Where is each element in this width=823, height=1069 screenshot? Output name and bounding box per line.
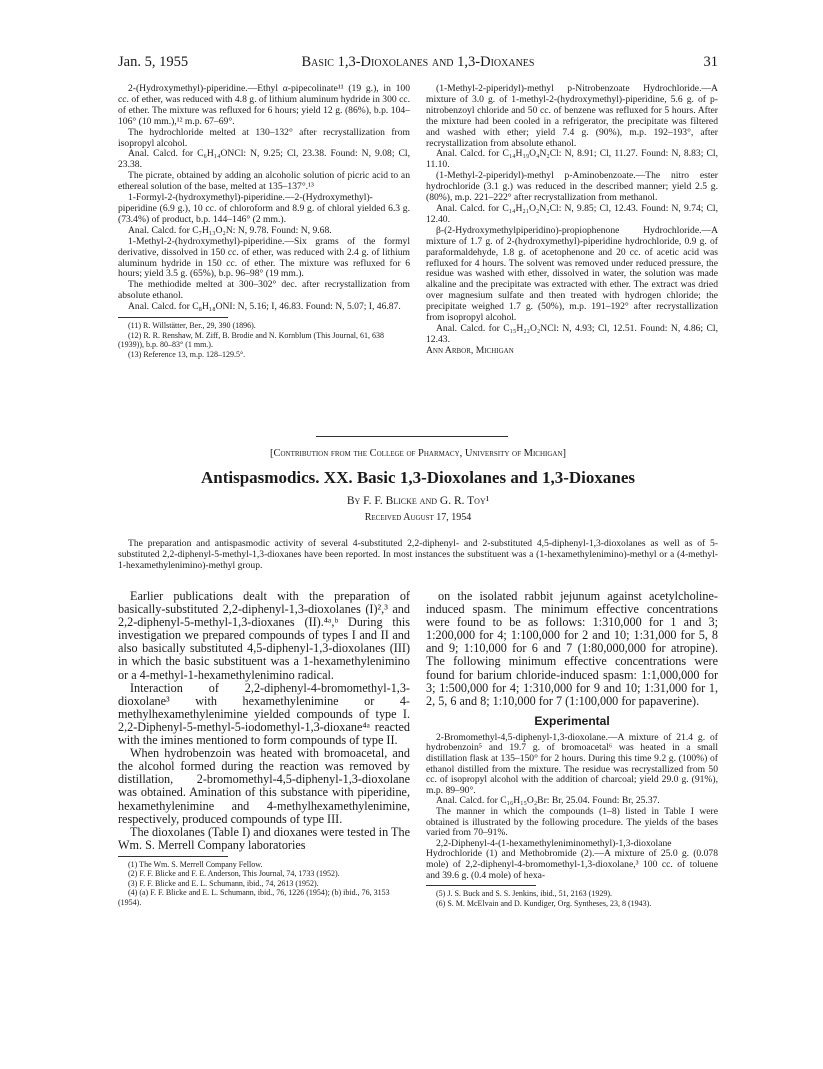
header-page-number: 31 <box>703 54 718 70</box>
paragraph: The manner in which the compounds (1–8) listed in Table I were obtained is illustrated by the following procedure. The yields of the bases varied from 70–91%. <box>426 806 718 839</box>
body-left-column <box>118 590 410 907</box>
header-date: Jan. 5, 1955 <box>118 54 189 70</box>
paragraph: (1-Methyl-2-piperidyl)-methyl p-Aminobenzoate.—The nitro ester hydrochloride (3.1 g.) was reduced in the described manner; yield 2.5 g. (80%), m.p. 221–222° after recrystallization from methanol. <box>426 170 718 204</box>
paragraph: The hydrochloride melted at 130–132° after recrystallization from isopropyl alcohol. <box>118 126 410 149</box>
footnote: (4) (a) F. F. Blicke and E. L. Schumann, ibid., 76, 1226 (1954); (b) ibid., 76, 3153 (1954). <box>118 888 390 907</box>
top-left-column <box>118 84 410 359</box>
received-date: Received August 17, 1954 <box>364 512 472 523</box>
footnote: (3) F. F. Blicke and E. L. Schumann, ibid., 74, 2613 (1952). <box>128 878 319 888</box>
paragraph: The picrate, obtained by adding an alcoholic solution of picric acid to an ethereal solution of the base, melted at 135–137°.¹³ <box>118 170 410 193</box>
paragraph: 1-Methyl-2-(hydroxymethyl)-piperidine.—Six grams of the formyl derivative, dissolved in 150 cc. of ether, was reduced with 2.4 g. of lithium aluminum hydride in 150 cc. of ether. The mixture was refluxed for 6 hours; yield 3.5 g. (65%), b.p. 96–98° (19 mm.). <box>118 235 410 280</box>
body-right-column <box>426 590 718 908</box>
paragraph: Anal. Calcd. for C₁₄H₁₉O₄N₂Cl: N, 8.91; Cl, 11.27. Found: N, 8.83; Cl, 11.10. <box>426 148 718 171</box>
page-header <box>118 54 718 74</box>
article-title: Antispasmodics. XX. Basic 1,3-Dioxolanes and 1,3-Dioxanes <box>200 468 635 487</box>
paragraph: β-(2-Hydroxymethylpiperidino)-propiophenone Hydrochloride.—A mixture of 1.7 g. of 2-(hydroxymethyl)-piperidine hydrochloride, 0.9 g. of paraformaldehyde, 1.8 g. of acetophenone and 20 cc. of acetic acid was refluxed for 4 hours. The solvent was removed under reduced pressure, the residue was washed with ether, dissolved in water, the solution was made alkaline and the precipitate was extracted with ether. The extract was dried over magnesium sulfate and then treated with hydrogen chloride; the precipitate weighed 1.7 g. (50%), m.p. 191–192° after recrystallization from isopropyl alcohol. <box>426 224 718 324</box>
abstract: The preparation and antispasmodic activity of several 4-substituted 2,2-diphenyl- and 2-substituted 4,5-diphenyl-1,3-dioxolanes as well as of 5-substituted 2,2-diphenyl-5-methyl-1,3-dioxanes have been reported. In most instances the substituent was a (1-hexamethylenimino)-methyl or a (4-methyl-1-hexamethylenimino)-methyl group. <box>118 538 718 571</box>
header-running-title: Basic 1,3-Dioxolanes and 1,3-Dioxanes <box>301 54 535 70</box>
paragraph: on the isolated rabbit jejunum against acetylcholine-induced spasm. The minimum effective concentrations were found to be as follows: 1:310,000 for 1 and 3; 1:200,000 for 4; 1:100,000 for 2 and 10; 1:31,000 for 5, 8 and 9; 1:10,000 for 6 and 7 (1:80,000,000 for atropine). The following minimum effective concentrations were found for barium chloride-induced spasm: 1:1,000,000 for 3; 1:500,000 for 4; 1:310,000 for 9 and 10; 1:31,000 for 1, 2, 5, 6 and 8; 1:10,000 for 7 (1:100,000 for papaverine). <box>426 589 718 708</box>
section-divider <box>316 436 508 437</box>
footnote: (2) F. F. Blicke and F. E. Anderson, This Journal, 74, 1733 (1952). <box>128 869 340 879</box>
paragraph: When hydrobenzoin was heated with bromoacetal, and the alcohol formed during the reaction was removed by distillation, 2-bromomethyl-4,5-diphenyl-1,3-dioxolane was obtained. Amination of this substance with piperidine, hexamethylenimine and 4-methylhexamethylenimine, respectively, produced compounds of type III. <box>118 746 410 826</box>
top-right-column <box>426 84 718 357</box>
footnote-divider <box>118 317 228 318</box>
footnote: (5) J. S. Buck and S. S. Jenkins, ibid., 51, 2163 (1929). <box>436 889 612 899</box>
contribution-line: [Contribution from the College of Pharmacy, University of Michigan] <box>269 448 567 459</box>
experimental-heading: Experimental <box>534 713 610 728</box>
paragraph: 2,2-Diphenyl-4-(1-hexamethyleniminomethyl)-1,3-dioxolane Hydrochloride (1) and Methobromide (2).—A mixture of 25.0 g. (0.078 mole) of 2,2-diphenyl-4-bromomethyl-1,3-dioxolane,³ 100 cc. of toluene and 39.6 g. (0.4 mole) of hexa- <box>426 837 718 881</box>
footnote: (1) The Wm. S. Merrell Company Fellow. <box>128 859 263 869</box>
paragraph: Anal. Calcd. for C₈H₁₈ONI: N, 5.16; I, 46.83. Found: N, 5.07; I, 46.87. <box>128 301 401 313</box>
footnote: (12) R. R. Renshaw, M. Ziff, B. Brodie and N. Kornblum (This Journal, 61, 638 (1939)), b.p. 80–83° (1 mm.). <box>118 330 384 350</box>
footnote-divider <box>118 856 228 857</box>
footnote: (11) R. Willstätter, Ber., 29, 390 (1896). <box>128 321 256 331</box>
paragraph: 2-Bromomethyl-4,5-diphenyl-1,3-dioxolane.—A mixture of 21.4 g. of hydrobenzoin⁵ and 19.7 g. of bromoacetal⁶ was heated in a small distillation flask at 135–150° for 2 hours. During this time 9.2 g. (100%) of ethanol distilled from the mixture. The residue was recrystallized from 50 cc. of isopropyl alcohol with the addition of charcoal; yield 29.0 g. (91%), m.p. 89–90°. <box>426 731 718 796</box>
footnote: (6) S. M. McElvain and D. Kundiger, Org. Syntheses, 23, 8 (1943). <box>436 898 652 908</box>
footnote: (13) Reference 13, m.p. 128–129.5°. <box>128 349 246 359</box>
paragraph: Earlier publications dealt with the preparation of basically-substituted 2,2-diphenyl-1,3-dioxolanes (I)²,³ and 2,2-diphenyl-5-methyl-1,3-dioxanes (II).⁴ᵃ,ᵇ During this investigation we prepared compounds of types I and II and also basically substituted 4,5-diphenyl-1,3-dioxolanes (III) in which the basic substituent was a 1-hexamethylenimino or a 4-methyl-1-hexamethylenimino radical. <box>118 589 410 682</box>
paragraph: Interaction of 2,2-diphenyl-4-bromomethyl-1,3-dioxolane³ with hexamethylenimine or 4-methylhexamethylenimine yielded compounds of type I. 2,2-Diphenyl-5-methyl-5-iodomethyl-1,3-dioxane⁴ᵃ reacted with the imines mentioned to form compounds of type II. <box>118 680 410 748</box>
paragraph: Anal. Calcd. for C₁₆H₁₅O₂Br: Br, 25.04. Found: Br, 25.37. <box>436 795 660 807</box>
paragraph: The dioxolanes (Table I) and dioxanes were tested in The Wm. S. Merrell Company laboratories <box>118 824 410 852</box>
paragraph: 1-Formyl-2-(hydroxymethyl)-piperidine.—2-(Hydroxymethyl)-piperidine (6.9 g.), 10 cc. of chloroform and 8.9 g. of chloral yielded 6.3 g. (73.4%) of product, b.p. 144–146° (2 mm.). <box>118 192 410 225</box>
paragraph: Anal. Calcd. for C₇H₁₃O₂N: N, 9.78. Found: N, 9.68. <box>128 224 332 236</box>
paragraph: Anal. Calcd. for C₁₄H₂₁O₂N₂Cl: N, 9.85; Cl, 12.43. Found: N, 9.74; Cl, 12.40. <box>426 202 718 225</box>
footnote-divider <box>426 885 536 886</box>
paragraph: (1-Methyl-2-piperidyl)-methyl p-Nitrobenzoate Hydrochloride.—A mixture of 3.0 g. of 1-methyl-2-(hydroxymethyl)-piperidine, 5.6 g. of p-nitrobenzoyl chloride and 50 cc. of benzene was refluxed for 5 hours. After the mixture had been cooled in a refrigerator, the precipitate was filtered and washed with ether; yield 7.4 g. (90%), m.p. 192–193°, after recrystallization from absolute ethanol. <box>426 83 718 149</box>
article-authors: By F. F. Blicke and G. R. Toy¹ <box>346 495 490 507</box>
paragraph: 2-(Hydroxymethyl)-piperidine.—Ethyl α-pipecolinate¹¹ (19 g.), in 100 cc. of ether, was reduced with 4.8 g. of lithium aluminum hydride in 300 cc. of ether. The mixture was refluxed for 6 hours; yield 12 g. (86%), b.p. 104–106° (10 mm.),¹² m.p. 67–69°. <box>118 83 410 127</box>
paragraph: The methiodide melted at 300–302° dec. after recrystallization from absolute ethanol. <box>118 279 410 302</box>
affiliation: Ann Arbor, Michigan <box>426 344 514 356</box>
paragraph: Anal. Calcd. for C₆H₁₄ONCl: N, 9.25; Cl, 23.38. Found: N, 9.08; Cl, 23.38. <box>118 148 410 171</box>
paragraph: Anal. Calcd. for C₁₅H₂₂O₂NCl: N, 4.93; Cl, 12.51. Found: N, 4.86; Cl, 12.43. <box>426 322 718 345</box>
